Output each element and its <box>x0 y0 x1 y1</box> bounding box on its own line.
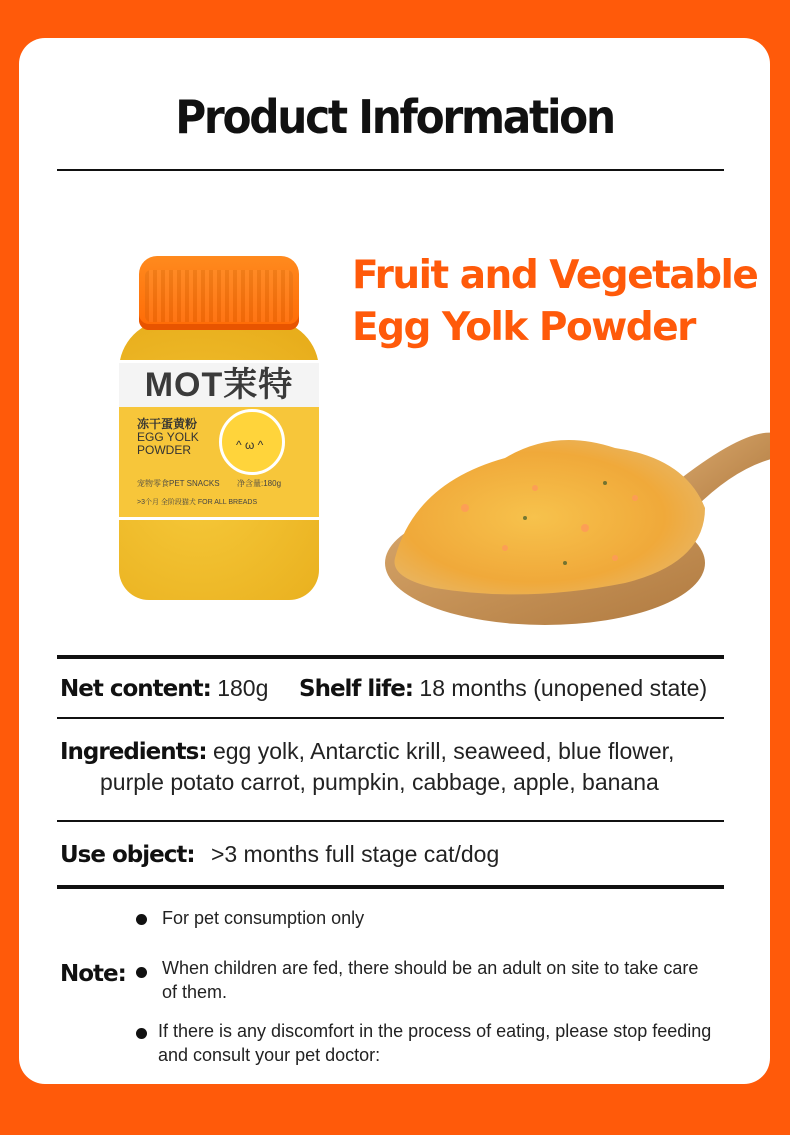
ingredients-value-line1: egg yolk, Antarctic krill, seaweed, blue flower, <box>212 738 675 764</box>
note-item-2: When children are fed, there should be an adult on site to take care of them. <box>162 958 699 1002</box>
ingredients-label: Ingredients: <box>60 739 207 765</box>
jar-label-breads: >3个月 全阶段猫犬 FOR ALL BREADS <box>137 499 258 506</box>
spoon-with-powder-image <box>375 388 770 638</box>
product-info-card <box>19 38 770 1084</box>
product-name-line1: Fruit and Vegetable <box>352 253 758 298</box>
net-content-value: 180g <box>217 675 269 701</box>
use-object-row <box>60 841 499 868</box>
note-label: Note: <box>60 961 126 987</box>
jar-label-net: 净含量:180g <box>237 479 282 488</box>
ingredients-row-line1 <box>60 738 674 765</box>
product-name <box>352 250 757 354</box>
specs-divider-2 <box>57 820 724 822</box>
use-object-value: >3 months full stage cat/dog <box>210 841 500 867</box>
bullet-icon <box>136 1028 147 1039</box>
jar-brand: MOT茉特 <box>119 363 319 407</box>
bullet-icon <box>136 967 147 978</box>
note-item-1: For pet consumption only <box>162 908 365 928</box>
page-title: Product Information <box>175 90 614 144</box>
note-item-3: If there is any discomfort in the process of eating, please stop feeding and consult your pet doctor: <box>158 1021 712 1065</box>
use-object-label: Use object: <box>60 842 195 868</box>
net-content-row <box>60 675 268 702</box>
product-name-line2: Egg Yolk Powder <box>352 305 695 350</box>
jar-label-snacks: 宠物零食PET SNACKS <box>137 479 220 488</box>
bullet-icon <box>136 914 147 925</box>
jar-label-cn: 冻干蛋黄粉 <box>137 417 198 431</box>
net-content-label: Net content: <box>60 676 211 702</box>
note-label-wrap <box>60 960 126 987</box>
specs-divider-1 <box>57 717 724 719</box>
product-jar-image <box>119 250 319 600</box>
specs-top-divider <box>57 655 724 659</box>
jar-label-en: EGG YOLK POWDER <box>137 430 199 457</box>
shelf-life-value: 18 months (unopened state) <box>419 675 708 701</box>
shelf-life-label: Shelf life: <box>299 676 414 702</box>
egg-face-icon: ^ ω ^ <box>219 409 285 475</box>
specs-bottom-divider <box>57 885 724 889</box>
shelf-life-row <box>299 675 707 702</box>
jar-cap-ridges <box>145 270 293 322</box>
ingredients-value-line2: purple potato carrot, pumpkin, cabbage, apple, banana <box>100 769 659 795</box>
jar-label <box>119 360 319 520</box>
title-divider <box>57 169 724 171</box>
